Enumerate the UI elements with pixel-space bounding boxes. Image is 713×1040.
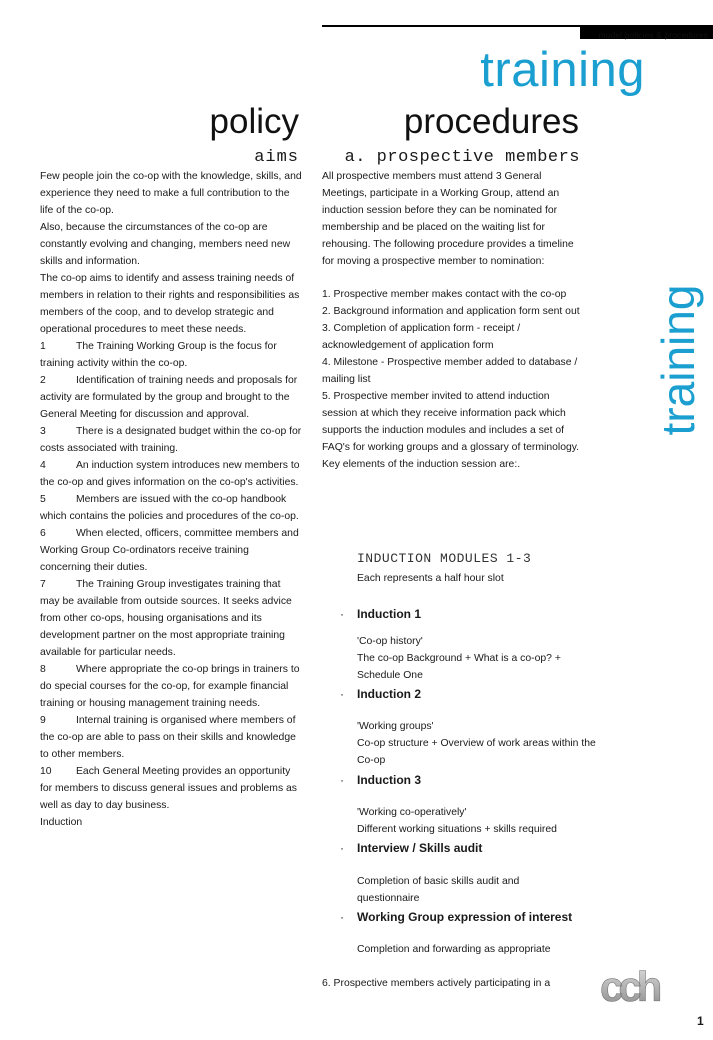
item-text: There is a designated budget within the co-op for costs associated with training. [40,426,302,454]
item-number: 8 [40,664,46,675]
bullet: · [340,773,344,787]
policy-item [40,712,302,763]
module-title: Induction 3 [357,773,421,787]
item-text: The Training Working Group is the focus for training activity within the co-op. [40,341,277,369]
module-line: The co-op Background + What is a co-op? + Schedule One [357,653,561,681]
item-number: 1 [40,341,46,352]
module-line: 'Working co-operatively' [357,807,467,818]
module-line: 'Working groups' [357,721,434,732]
policy-item [40,491,302,525]
procedures-intro: All prospective members must attend 3 General Meetings, participate in a Working Group, attend an induction session before they can be nominated for membership and be placed on the waiting list for rehousing. The following procedure provides a timeline for moving a prospective member to nomination: [322,171,574,267]
page-number: 1 [697,1014,704,1028]
procedure-step: 5. Prospective member invited to attend induction session at which they receive information pack which supports the induction modules and includes a set of FAQ's for working groups and a glossary of terminology. Key elements of the induction session are:. [322,391,580,470]
policy-item [40,423,302,457]
item-text: Members are issued with the co-op handbook which contains the policies and procedures of the co-op. [40,494,299,522]
item-number: 10 [40,766,52,777]
module-heading [340,607,421,621]
cch-logo-icon [598,970,710,1004]
module-title: Working Group expression of interest [357,910,573,924]
item-number: 4 [40,460,46,471]
module-heading [340,687,421,701]
procedure-step: 1. Prospective member makes contact with the co-op [322,289,567,300]
policy-closing: Induction [40,817,83,828]
policy-paragraph: Few people join the co-op with the knowledge, skills, and experience they need to make a full contribution to the life of the co-op. [40,171,302,216]
item-number: 7 [40,579,46,590]
policy-paragraph: The co-op aims to identify and assess training needs of members in relation to their rights and responsibilities as members of the coop, and to develop strategic and operational procedures to meet these needs. [40,273,300,335]
logo-lettering: cch [600,970,658,1004]
policy-item [40,661,302,712]
procedure-step: 2. Background information and application form sent out [322,306,580,317]
policy-item [40,576,302,661]
cch-logo [598,970,710,1004]
policy-item [40,457,302,491]
running-header: model policies & procedures [598,30,708,40]
module-body [357,941,597,958]
page-title: training [480,43,645,97]
item-number: 9 [40,715,46,726]
modules-title: INDUCTION MODULES 1-3 [357,551,532,566]
policy-item [40,338,302,372]
item-number: 6 [40,528,46,539]
module-line: Completion and forwarding as appropriate [357,944,551,955]
subheading-prospective-members: a. prospective members [344,148,580,167]
module-heading [340,841,482,855]
item-text: Where appropriate the co-op brings in trainers to do special courses for the co-op, for example financial training or housing management training needs. [40,664,300,709]
heading-policy: policy [209,102,299,141]
bullet: · [340,607,344,621]
module-line: 'Co-op history' [357,636,423,647]
item-number: 5 [40,494,46,505]
bullet: · [340,910,344,924]
item-text: Each General Meeting provides an opportunity for members to discuss general issues and problems as well as day to day business. [40,766,297,811]
policy-paragraph: Also, because the circumstances of the co-op are constantly evolving and changing, members need new skills and information. [40,222,291,267]
bullet: · [340,841,344,855]
modules-subtitle: Each represents a half hour slot [357,573,504,584]
item-number: 3 [40,426,46,437]
module-line: Completion of basic skills audit and questionnaire [357,876,520,904]
procedure-step: 4. Milestone - Prospective member added to database / mailing list [322,357,578,385]
side-title [648,255,708,465]
module-body [357,718,597,769]
policy-item [40,525,302,576]
module-title: Induction 2 [357,687,421,701]
procedure-step: 3. Completion of application form - receipt / acknowledgement of application form [322,323,521,351]
module-line: Co-op structure + Overview of work areas within the Co-op [357,738,596,766]
module-heading [340,910,572,924]
module-body [357,633,597,684]
bullet: · [340,687,344,701]
procedures-column [322,168,582,473]
module-heading [340,773,421,787]
item-text: Internal training is organised where members of the co-op are able to pass on their skills and knowledge to other members. [40,715,296,760]
module-body [357,873,557,907]
policy-item [40,372,302,423]
side-title-text: training [652,284,704,436]
module-title: Interview / Skills audit [357,841,483,855]
module-line: Different working situations + skills required [357,824,557,835]
item-number: 2 [40,375,46,386]
item-text: An induction system introduces new members to the co-op and gives information on the co-op's activities. [40,460,300,488]
subheading-aims: aims [254,148,299,167]
policy-column [40,168,302,831]
item-text: When elected, officers, committee members and Working Group Co-ordinators receive training concerning their duties. [40,528,299,573]
procedure-step-continued: 6. Prospective members actively participating in a [322,978,551,989]
module-body [357,804,597,838]
policy-item [40,763,302,814]
item-text: The Training Group investigates training that may be available from outside sources. It seeks advice from other co-ops, housing organisations and its development partner on the most appropriate training available for particular needs. [40,579,292,658]
item-text: Identification of training needs and proposals for activity are formulated by the group and brought to the General Meeting for discussion and approval. [40,375,298,420]
module-title: Induction 1 [357,607,421,621]
heading-procedures: procedures [403,102,579,141]
